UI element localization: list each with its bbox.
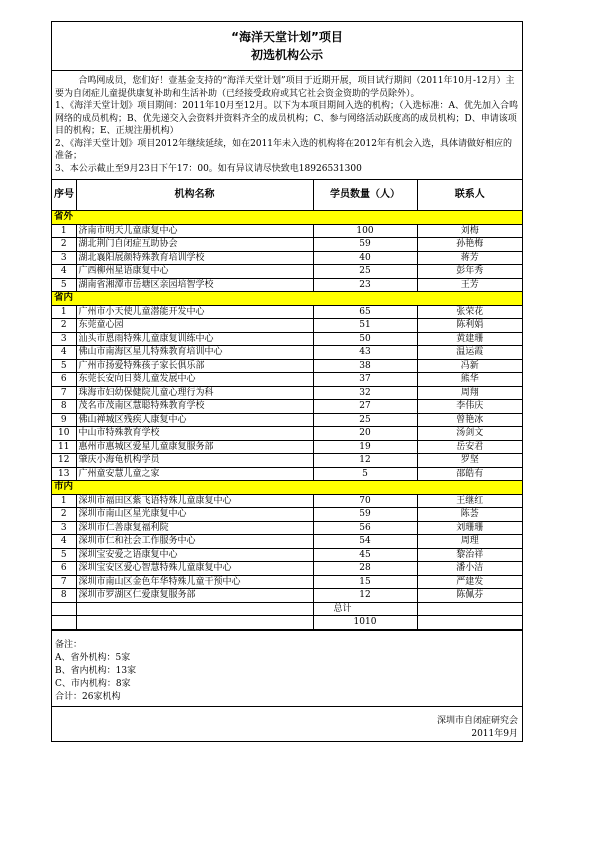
row-number: 8 (52, 400, 76, 414)
contact-person: 陈荟 (417, 508, 522, 522)
row-number: 12 (52, 454, 76, 468)
section-header-row (52, 292, 522, 306)
table-row (52, 251, 522, 265)
contact-person: 岳安君 (417, 440, 522, 454)
institution-name: 东莞长安向日葵儿童发展中心 (76, 373, 313, 387)
student-count: 23 (313, 278, 417, 292)
row-number: 3 (52, 332, 76, 346)
contact-person: 邵皓有 (417, 467, 522, 481)
section-header-row (52, 211, 522, 225)
table-row (52, 319, 522, 333)
institution-name: 深圳市南山区金色年华特殊儿童干预中心 (76, 575, 313, 589)
institution-name: 广州市小天使儿童潜能开发中心 (76, 305, 313, 319)
table-row (52, 521, 522, 535)
student-count: 5 (313, 467, 417, 481)
institution-name: 深圳宝安爱之语康复中心 (76, 548, 313, 562)
institution-name: 肇庆小海龟机构学员 (76, 454, 313, 468)
student-count: 100 (313, 224, 417, 238)
institution-name: 茂名市茂南区慧聪特殊教育学校 (76, 400, 313, 414)
intro-text (52, 70, 522, 179)
header-count: 学员数量（人） (313, 180, 417, 211)
table-row (52, 494, 522, 508)
row-number: 2 (52, 508, 76, 522)
student-count: 27 (313, 400, 417, 414)
table-header-row (52, 180, 522, 211)
contact-person: 冯新 (417, 359, 522, 373)
contact-person: 陈利娟 (417, 319, 522, 333)
notes-line: 合计：26家机构 (55, 691, 121, 702)
student-count: 19 (313, 440, 417, 454)
student-count: 54 (313, 535, 417, 549)
student-count: 51 (313, 319, 417, 333)
notes-line: 备注： (55, 639, 83, 650)
table-row (52, 467, 522, 481)
contact-person: 潘小洁 (417, 562, 522, 576)
table-row (52, 562, 522, 576)
table-row (52, 400, 522, 414)
row-number: 1 (52, 224, 76, 238)
student-count: 25 (313, 265, 417, 279)
row-number: 13 (52, 467, 76, 481)
student-count: 20 (313, 427, 417, 441)
row-number: 5 (52, 278, 76, 292)
contact-person: 黄建珊 (417, 332, 522, 346)
row-number: 6 (52, 562, 76, 576)
row-number: 6 (52, 373, 76, 387)
table-row (52, 454, 522, 468)
table-row (52, 413, 522, 427)
page-subtitle: 初选机构公示 (250, 48, 323, 62)
row-number: 10 (52, 427, 76, 441)
header-no: 序号 (52, 180, 76, 211)
contact-person: 李伟庆 (417, 400, 522, 414)
contact-person: 张荣花 (417, 305, 522, 319)
intro-paragraph-3: 2、《海洋天堂计划》项目2012年继续延续，如在2011年未入选的机构将在2012年有机会入选，具体请做好相应的准备； (55, 138, 512, 161)
table-row (52, 535, 522, 549)
contact-person: 罗坚 (417, 454, 522, 468)
table-row (52, 265, 522, 279)
institution-name: 深圳市仁和社会工作服务中心 (76, 535, 313, 549)
table-row (52, 373, 522, 387)
row-number: 4 (52, 265, 76, 279)
document-sheet (51, 21, 523, 742)
institution-name: 深圳市福田区紫飞语特殊儿童康复中心 (76, 494, 313, 508)
table-row (52, 278, 522, 292)
institution-name: 广西柳州星语康复中心 (76, 265, 313, 279)
table-row (52, 305, 522, 319)
footer-org: 深圳市自闭症研究会 (436, 715, 518, 726)
table-row (52, 427, 522, 441)
institution-name: 东莞童心园 (76, 319, 313, 333)
institution-name: 中山市特殊教育学校 (76, 427, 313, 441)
row-number: 7 (52, 575, 76, 589)
student-count: 40 (313, 251, 417, 265)
row-number: 11 (52, 440, 76, 454)
total-row (52, 602, 522, 616)
institution-name: 汕头市恩雨特殊儿童康复训练中心 (76, 332, 313, 346)
table-row (52, 548, 522, 562)
table-row (52, 224, 522, 238)
institution-name: 湖南省湘潭市岳塘区亲园培智学校 (76, 278, 313, 292)
student-count: 59 (313, 508, 417, 522)
institution-name: 广州童安慧儿童之家 (76, 467, 313, 481)
institution-name: 佛山禅城区残疾人康复中心 (76, 413, 313, 427)
student-count: 43 (313, 346, 417, 360)
institution-name: 湖北襄阳展颜特殊教育培训学校 (76, 251, 313, 265)
table-row (52, 440, 522, 454)
row-number: 3 (52, 251, 76, 265)
section-label: 市内 (52, 481, 522, 495)
row-number: 4 (52, 535, 76, 549)
institution-name: 济南市明天儿童康复中心 (76, 224, 313, 238)
row-number: 4 (52, 346, 76, 360)
student-count: 12 (313, 454, 417, 468)
row-number: 1 (52, 305, 76, 319)
institution-name: 深圳宝安区爱心智慧特殊儿童康复中心 (76, 562, 313, 576)
contact-person: 陈佩芬 (417, 589, 522, 603)
contact-person: 温运霞 (417, 346, 522, 360)
student-count: 32 (313, 386, 417, 400)
row-number: 5 (52, 359, 76, 373)
row-number: 8 (52, 589, 76, 603)
intro-paragraph-2: 1、《海洋天堂计划》项目期间：2011年10月至12月。以下为本项目期间入选的机构；（入选标准：A、优先加入合鸣网络的成员机构；B、优先递交入会资料并资料齐全的成员机构；C、参与网络活动跃度高的成员机构；D、申请该项目的机构；E、正规注册机构） (55, 101, 519, 136)
student-count: 50 (313, 332, 417, 346)
notes-line: C、市内机构：8家 (55, 678, 131, 689)
student-count: 12 (313, 589, 417, 603)
contact-person: 周理 (417, 535, 522, 549)
student-count: 15 (313, 575, 417, 589)
contact-person: 刘梅 (417, 224, 522, 238)
notes-line: B、省内机构：13家 (55, 665, 137, 676)
page-title: “海洋天堂计划”项目 (231, 30, 343, 44)
institution-name: 湖北荆门自闭症互助协会 (76, 238, 313, 252)
student-count: 65 (313, 305, 417, 319)
row-number: 2 (52, 319, 76, 333)
contact-person: 严建发 (417, 575, 522, 589)
footer-date: 2011年9月 (471, 728, 518, 739)
section-label: 省外 (52, 211, 522, 225)
table-body (52, 211, 522, 603)
table-row (52, 359, 522, 373)
notes-section (52, 630, 522, 706)
institution-name: 深圳市仁善康复福利院 (76, 521, 313, 535)
table-row (52, 575, 522, 589)
contact-person: 王继红 (417, 494, 522, 508)
student-count: 70 (313, 494, 417, 508)
intro-paragraph-1: 合鸣网成员，您们好！壹基金支持的“海洋天堂计划”项目于近期开展，项目试行期间（2011年10月-12月）主要为自闭症儿童提供康复补助和生活补助（已经接受政府或其它社会资金资助的学员除外）。 (55, 76, 515, 99)
table-row (52, 332, 522, 346)
institution-table (52, 179, 522, 630)
contact-person: 蒋芳 (417, 251, 522, 265)
footer (52, 706, 522, 741)
section-label: 省内 (52, 292, 522, 306)
header-contact: 联系人 (417, 180, 522, 211)
header-name: 机构名称 (76, 180, 313, 211)
institution-name: 佛山市南海区星儿特殊教育培训中心 (76, 346, 313, 360)
contact-person: 刘珊珊 (417, 521, 522, 535)
contact-person: 汤剑文 (417, 427, 522, 441)
table-row (52, 238, 522, 252)
student-count: 56 (313, 521, 417, 535)
total-label: 总计 (313, 602, 417, 616)
institution-name: 深圳市南山区星光康复中心 (76, 508, 313, 522)
row-number: 5 (52, 548, 76, 562)
institution-name: 深圳市罗湖区仁爱康复服务部 (76, 589, 313, 603)
total-value: 1010 (313, 616, 417, 630)
institution-name: 惠州市惠城区爱星儿童康复服务部 (76, 440, 313, 454)
row-number: 2 (52, 238, 76, 252)
contact-person: 黎治祥 (417, 548, 522, 562)
student-count: 45 (313, 548, 417, 562)
row-number: 3 (52, 521, 76, 535)
contact-person: 彭年秀 (417, 265, 522, 279)
notes-line: A、省外机构：5家 (55, 652, 131, 663)
section-header-row (52, 481, 522, 495)
contact-person: 孙艳梅 (417, 238, 522, 252)
table-row (52, 386, 522, 400)
institution-name: 珠海市妇幼保健院儿童心理行为科 (76, 386, 313, 400)
student-count: 59 (313, 238, 417, 252)
total-value-row (52, 616, 522, 630)
student-count: 28 (313, 562, 417, 576)
row-number: 1 (52, 494, 76, 508)
table-row (52, 508, 522, 522)
student-count: 37 (313, 373, 417, 387)
row-number: 9 (52, 413, 76, 427)
contact-person: 周翔 (417, 386, 522, 400)
intro-paragraph-4: 3、本公示截止至9月23日下午17：00。如有异议请尽快致电18926531300 (55, 163, 362, 174)
contact-person: 熊华 (417, 373, 522, 387)
table-row (52, 589, 522, 603)
student-count: 25 (313, 413, 417, 427)
contact-person: 王芳 (417, 278, 522, 292)
institution-name: 广州市扬爱特殊孩子家长俱乐部 (76, 359, 313, 373)
student-count: 38 (313, 359, 417, 373)
table-row (52, 346, 522, 360)
row-number: 7 (52, 386, 76, 400)
contact-person: 曾艳冰 (417, 413, 522, 427)
